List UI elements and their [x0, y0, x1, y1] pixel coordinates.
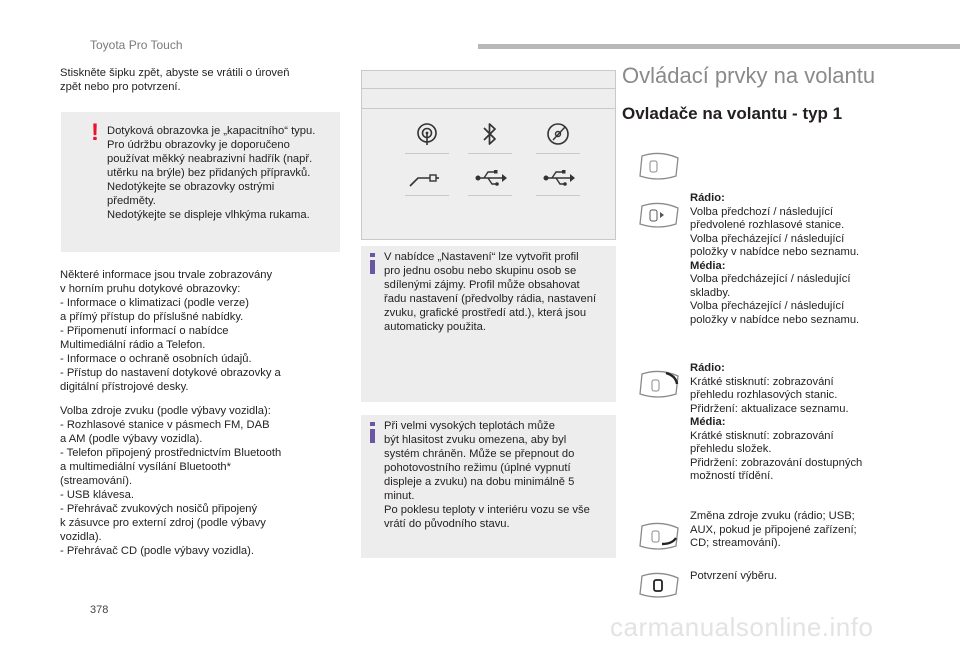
- steering-source-icon: [636, 522, 682, 552]
- icon-underline: [536, 153, 580, 154]
- icon-underline: [536, 195, 580, 196]
- confirm-text: Potvrzení výběru.: [690, 570, 778, 582]
- control-1-media-label: Média:: [690, 259, 726, 272]
- audio-sources-list: Volba zdroje zvuku (podle výbavy vozidla): - Rozhlasové stanice v pásmech FM, DAB a AM (podle výbavy vozidla). - Telefon připojený prostřednictvím Bluetooth a multimediální vysílání Bluetooth* (streamování). - USB klávesa. - Přehrávač zvukových nosičů připojený k zásuvce pro externí zdroj (podle výbavy vozidla). - Přehrávač CD (podle výbavy vozidla).: [60, 405, 282, 557]
- control-1-media-text: Volba předcházející / následující skladby. Volba přecházející / následující položky v nabídce nebo seznamu.: [690, 273, 860, 326]
- info-icon: [370, 429, 375, 443]
- usb-icon: [542, 169, 576, 187]
- settings-info-text: V nabídce „Nastavení“ lze vytvořit profil pro jednu osobu nebo skupinu osob se sdílenými zájmy. Profil může obsahovat řadu nastavení (předvolby rádia, nastavení zvuku, grafické prostředí atd.), která jsou automaticky použita.: [384, 251, 597, 333]
- running-header: Toyota Pro Touch: [90, 38, 183, 52]
- icon-underline: [468, 153, 512, 154]
- icon-underline: [405, 195, 449, 196]
- header-rule: [478, 44, 960, 49]
- watermark: carmanualsonline.info: [610, 612, 874, 642]
- control-1-radio-text: Volba předchozí / následující předvolené rozhlasové stanice. Volba přecházející / následující položky v nabídce nebo seznamu.: [690, 205, 860, 258]
- bluetooth-icon: [481, 121, 499, 147]
- steering-list-icon: [636, 370, 682, 400]
- control-1-radio-label: Rádio:: [690, 192, 725, 204]
- cd-icon: [545, 121, 571, 147]
- aux-cable-icon: [408, 168, 440, 190]
- screen-divider: [362, 88, 615, 89]
- control-2-radio-text: Krátké stisknutí: zobrazování přehledu rozhlasových stanic. Přidržení: aktualizace seznamu.: [690, 375, 849, 415]
- warning-icon: !: [91, 119, 99, 146]
- section-title: Ovládací prvky na volantu: [622, 63, 876, 88]
- temperature-info-text: Při velmi vysokých teplotách může být hlasitost zvuku omezena, aby byl systém chráněn. Může se přepnout do pohotovostního režimu (úplné vypnutí displeje a zvuku) na dobu minimálně 5 minut. Po poklesu teploty v interiéru vozu se vše vrátí do původního stavu.: [384, 420, 590, 530]
- control-2-radio-label: Rádio:: [690, 362, 725, 374]
- control-1-description: [690, 192, 920, 327]
- steering-control-icon: [636, 152, 682, 182]
- source-change-text: Změna zdroje zvuku (rádio; USB; AUX, pokud je připojené zařízení; CD; streamování).: [690, 510, 857, 549]
- steering-arrows-icon: [636, 202, 682, 230]
- screen-divider: [362, 108, 615, 109]
- permanent-info-list: Některé informace jsou trvale zobrazovány v horním pruhu dotykové obrazovky: - Informace o klimatizaci (podle verze) a přímý přístup do příslušné nabídky. - Připomenutí informací o nabídce Multimediální rádio a Telefon. - Informace o ochraně osobních údajů. - Přístup do nastavení dotykové obrazovky a digitální přístrojové desky.: [60, 269, 281, 393]
- usb-icon: [474, 169, 508, 187]
- icon-underline: [405, 153, 449, 154]
- info-icon: [370, 260, 375, 274]
- subsection-title: Ovladače na volantu - typ 1: [622, 104, 843, 123]
- control-2-description: [690, 362, 920, 484]
- intro-text: Stiskněte šipku zpět, abyste se vrátili o úroveň zpět nebo pro potvrzení.: [60, 67, 290, 93]
- radio-icon: [414, 121, 440, 147]
- icon-underline: [468, 195, 512, 196]
- warning-text: Dotyková obrazovka je „kapacitního“ typu. Pro údržbu obrazovky je doporučeno používat měkký neabrazivní hadřík (např. utěrku na brýle) bez přidaných přípravků. Nedotýkejte se obrazovky ostrými předměty. Nedotýkejte se displeje vlhkýma rukama.: [107, 125, 316, 221]
- steering-confirm-icon: [636, 572, 682, 600]
- control-2-media-text: Krátké stisknutí: zobrazování přehledu složek. Přidržení: zobrazování dostupných možností třídění.: [690, 429, 863, 482]
- touchscreen-illustration: [361, 70, 616, 240]
- control-2-media-label: Média:: [690, 416, 726, 428]
- page-number: 378: [90, 604, 109, 616]
